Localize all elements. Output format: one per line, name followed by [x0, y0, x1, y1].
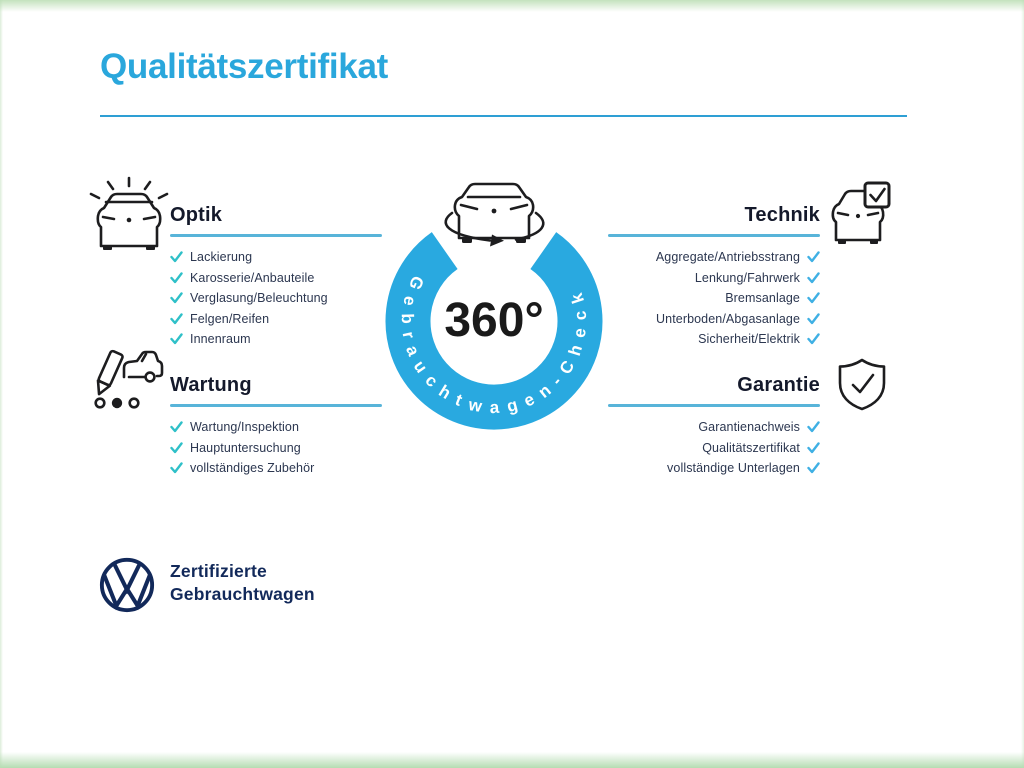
title-rule [100, 115, 907, 117]
360-degree-badge [368, 158, 620, 448]
checklist-label: Hauptuntersuchung [190, 440, 301, 455]
check-icon [807, 313, 820, 325]
check-icon [807, 462, 820, 474]
brand-line1: Zertifizierte [170, 561, 267, 581]
heading-underline [170, 234, 382, 237]
check-icon [807, 251, 820, 263]
car-checklist-icon [824, 178, 896, 250]
check-icon [807, 292, 820, 304]
check-icon [807, 421, 820, 433]
checklist-item [560, 458, 820, 479]
checklist-label: Felgen/Reifen [190, 311, 270, 326]
checklist-label: vollständige Unterlagen [667, 461, 800, 476]
section-heading: Wartung [170, 374, 252, 396]
checklist-label: Sicherheit/Elektrik [698, 332, 800, 347]
check-icon [170, 313, 183, 325]
checklist-label: Unterboden/Abgasanlage [656, 311, 800, 326]
rotating-car-icon [446, 184, 544, 247]
shining-car-icon [88, 174, 170, 252]
section-heading: Garantie [737, 374, 820, 396]
check-icon [170, 272, 183, 284]
check-icon [170, 292, 183, 304]
checklist-item [170, 458, 430, 479]
shield-check-icon [834, 354, 892, 416]
page-edge-top [0, 0, 1024, 12]
checklist-label: Aggregate/Antriebsstrang [655, 250, 800, 265]
check-icon [170, 462, 183, 474]
checklist-label: Innenraum [190, 332, 251, 347]
page-edge-left [0, 0, 3, 768]
vw-logo [98, 556, 156, 614]
section-garantie-header [608, 373, 820, 407]
check-icon [170, 421, 183, 433]
page-edge-bottom [0, 752, 1024, 768]
checklist-label: Lackierung [190, 250, 253, 265]
heading-underline [608, 234, 820, 237]
section-wartung-header [170, 373, 382, 407]
badge-degree-label: 360° [444, 294, 544, 347]
check-icon [807, 442, 820, 454]
section-heading: Technik [744, 204, 820, 226]
checklist-label: Lenkung/Fahrwerk [694, 270, 800, 285]
service-pencil-car-icon [90, 346, 166, 416]
brand-text [170, 560, 315, 606]
section-technik-header [608, 203, 820, 237]
check-icon [807, 272, 820, 284]
badge-ring-label: Gebrauchtwagen-Check [397, 273, 591, 418]
check-icon [170, 251, 183, 263]
checklist-label: Verglasung/Beleuchtung [190, 291, 328, 306]
check-icon [170, 333, 183, 345]
check-icon [170, 442, 183, 454]
heading-underline [170, 404, 382, 407]
checklist-label: Qualitätszertifikat [702, 440, 800, 455]
checklist-label: Karosserie/Anbauteile [190, 270, 315, 285]
check-icon [807, 333, 820, 345]
checklist-label: Bremsanlage [725, 291, 800, 306]
section-heading: Optik [170, 204, 223, 226]
checklist-label: Garantienachweis [698, 420, 800, 435]
heading-underline [608, 404, 820, 407]
checklist-label: Wartung/Inspektion [190, 420, 300, 435]
page-title: Qualitätszertifikat [100, 47, 388, 86]
brand-line2: Gebrauchtwagen [170, 584, 315, 604]
section-optik-header [170, 203, 382, 237]
checklist-label: vollständiges Zubehör [190, 461, 315, 476]
